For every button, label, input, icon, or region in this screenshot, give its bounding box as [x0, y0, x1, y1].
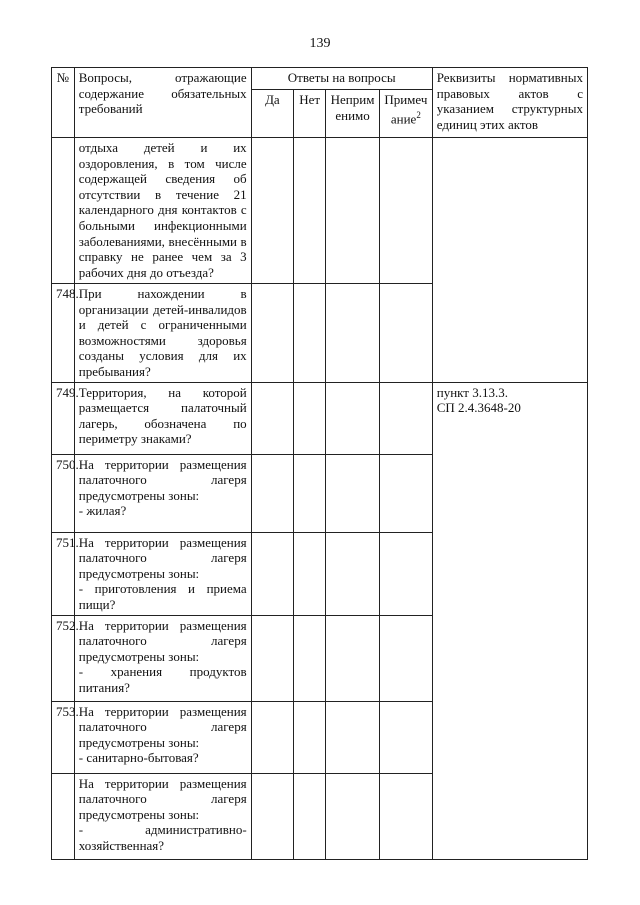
table-row [52, 382, 588, 454]
answer-na-cell[interactable] [326, 454, 380, 532]
requirements-table [51, 67, 588, 860]
header-remark-label: Примеч ание [384, 92, 428, 126]
row-number: 752. [52, 615, 75, 701]
answer-na-cell[interactable] [326, 773, 380, 859]
page-number: 139 [309, 36, 331, 51]
answer-na-cell[interactable] [326, 701, 380, 773]
requisites-cell: пункт 3.13.3. СП 2.4.3648-20 [432, 382, 587, 859]
question-text: На территории размещения палаточного лагеря предусмотрены зоны: - приготовления и приема пищи? [74, 532, 251, 615]
requisites-cell [432, 138, 587, 383]
answer-remark-cell[interactable] [379, 773, 432, 859]
question-text: Территория, на которой размещается палаточный лагерь, обозначена по периметру знаками? [74, 382, 251, 454]
answer-na-cell[interactable] [326, 532, 380, 615]
question-text: На территории размещения палаточного лагеря предусмотрены зоны: - санитарно-бытовая? [74, 701, 251, 773]
row-number: 750. [52, 454, 75, 532]
answer-remark-cell[interactable] [379, 138, 432, 284]
answer-yes-cell[interactable] [251, 615, 293, 701]
row-number [52, 773, 75, 859]
header-answers: Ответы на вопросы [251, 68, 432, 90]
question-text: При нахождении в организации детей-инвалидов и детей с ограниченными возможностями здоровья созданы условия для их пребывания? [74, 284, 251, 383]
answer-na-cell[interactable] [326, 382, 380, 454]
answer-yes-cell[interactable] [251, 454, 293, 532]
answer-yes-cell[interactable] [251, 701, 293, 773]
answer-no-cell[interactable] [294, 532, 326, 615]
answer-yes-cell[interactable] [251, 532, 293, 615]
answer-no-cell[interactable] [294, 284, 326, 383]
answer-na-cell[interactable] [326, 615, 380, 701]
answer-na-cell[interactable] [326, 138, 380, 284]
question-text: На территории размещения палаточного лагеря предусмотрены зоны: - жилая? [74, 454, 251, 532]
question-text: На территории размещения палаточного лагеря предусмотрены зоны: - административно-хозяйственная? [74, 773, 251, 859]
answer-remark-cell[interactable] [379, 284, 432, 383]
answer-remark-cell[interactable] [379, 454, 432, 532]
row-number [52, 138, 75, 284]
header-no: Нет [294, 90, 326, 138]
answer-no-cell[interactable] [294, 382, 326, 454]
answer-remark-cell[interactable] [379, 615, 432, 701]
row-number: 749. [52, 382, 75, 454]
header-num: № [52, 68, 75, 138]
answer-no-cell[interactable] [294, 615, 326, 701]
header-requisites: Реквизиты нормативных правовых актов с указанием структурных единиц этих актов [432, 68, 587, 138]
answer-remark-cell[interactable] [379, 701, 432, 773]
header-yes: Да [251, 90, 293, 138]
question-text: На территории размещения палаточного лагеря предусмотрены зоны: - хранения продуктов питания? [74, 615, 251, 701]
answer-yes-cell[interactable] [251, 773, 293, 859]
answer-yes-cell[interactable] [251, 284, 293, 383]
header-question: Вопросы, отражающие содержание обязательных требований [74, 68, 251, 138]
table-row [52, 138, 588, 284]
footnote-mark: 2 [416, 109, 421, 120]
answer-no-cell[interactable] [294, 701, 326, 773]
answer-no-cell[interactable] [294, 773, 326, 859]
question-text: отдыха детей и их оздоровления, в том числе содержащей сведения об отсутствии в течение 21 календарного дня контактов с больными инфекционными заболеваниями, внесёнными в справку не ранее чем за 3 рабочих дня до отъезда? [74, 138, 251, 284]
answer-no-cell[interactable] [294, 454, 326, 532]
row-number: 751. [52, 532, 75, 615]
answer-na-cell[interactable] [326, 284, 380, 383]
header-remark [379, 90, 432, 138]
row-number: 753. [52, 701, 75, 773]
answer-no-cell[interactable] [294, 138, 326, 284]
answer-remark-cell[interactable] [379, 532, 432, 615]
answer-remark-cell[interactable] [379, 382, 432, 454]
row-number: 748. [52, 284, 75, 383]
header-not-applicable: Неприм енимо [326, 90, 380, 138]
answer-yes-cell[interactable] [251, 138, 293, 284]
answer-yes-cell[interactable] [251, 382, 293, 454]
